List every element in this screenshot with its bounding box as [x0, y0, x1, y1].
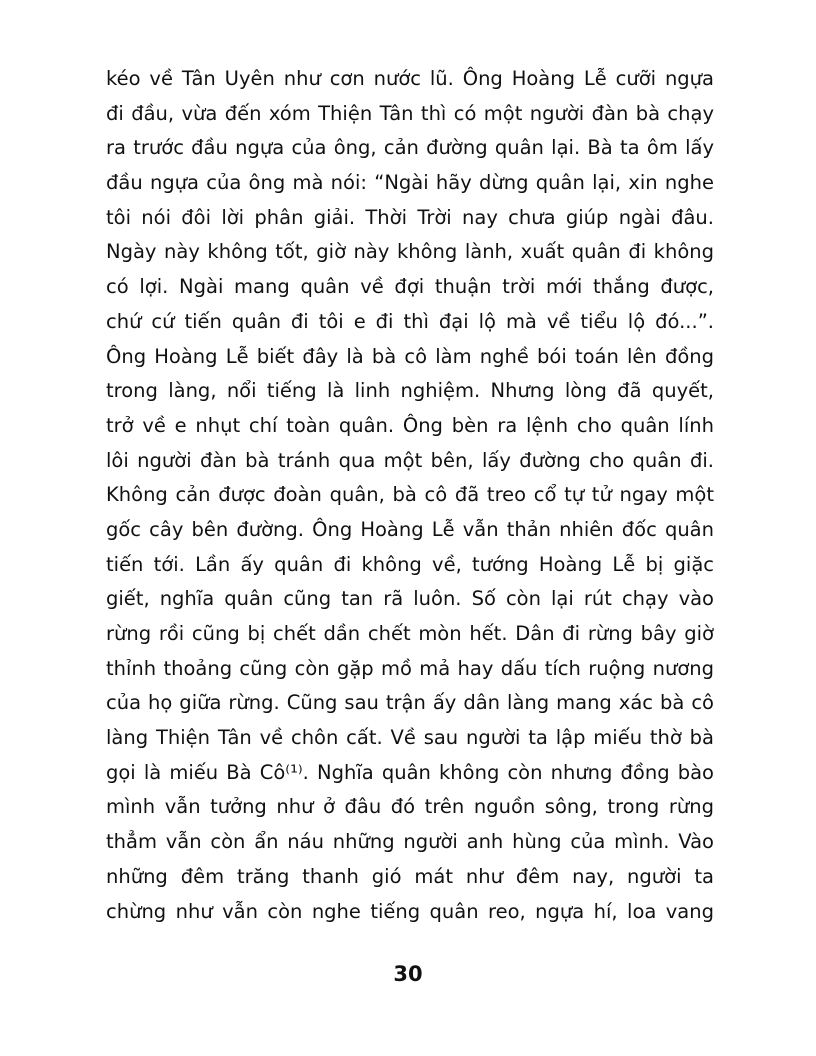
text-line: chứ cứ tiến quân đi tôi e đi thì đại lộ mà về tiểu lộ đó...”.: [106, 309, 714, 333]
text-line: những đêm trăng thanh gió mát như đêm nay, người ta: [106, 864, 714, 888]
text-line: ra trước đầu ngựa của ông, cản đường quân lại. Bà ta ôm lấy: [106, 136, 714, 160]
text-line: đầu ngựa của ông mà nói: “Ngài hãy dừng quân lại, xin nghe: [106, 171, 714, 195]
text-line: rừng rồi cũng bị chết dần chết mòn hết. Dân đi rừng bây giờ: [106, 622, 714, 645]
text-line: mình vẫn tưởng như ở đâu đó trên nguồn sông, trong rừng: [106, 795, 714, 819]
text-line: của họ giữa rừng. Cũng sau trận ấy dân làng mang xác bà cô: [106, 691, 714, 715]
text-line: trở về e nhụt chí toàn quân. Ông bèn ra lệnh cho quân lính: [106, 413, 714, 437]
body-text: [106, 62, 714, 929]
text-line: Ông Hoàng Lễ biết đây là bà cô làm nghề bói toán lên đồng: [106, 344, 714, 368]
text-line: trong làng, nổi tiếng là linh nghiệm. Nhưng lòng đã quyết,: [106, 379, 714, 403]
text-line: chừng như vẫn còn nghe tiếng quân reo, ngựa hí, loa vang: [106, 899, 714, 923]
text-line: tiến tới. Lần ấy quân đi không về, tướng Hoàng Lễ bị giặc: [106, 552, 714, 576]
text-line: gốc cây bên đường. Ông Hoàng Lễ vẫn thản nhiên đốc quân: [106, 517, 714, 541]
text-line: đi đầu, vừa đến xóm Thiện Tân thì có một người đàn bà chạy: [106, 101, 714, 125]
text-line: kéo về Tân Uyên như cơn nước lũ. Ông Hoàng Lễ cưỡi ngựa: [106, 67, 714, 90]
text-line: lôi người đàn bà tránh qua một bên, lấy đường cho quân đi.: [106, 448, 714, 472]
text-line: Không cản được đoàn quân, bà cô đã treo cổ tự tử ngay một: [106, 483, 714, 507]
text-line: tôi nói đôi lời phân giải. Thời Trời nay chưa giúp ngài đâu.: [106, 205, 714, 229]
text-line: giết, nghĩa quân cũng tan rã luôn. Số còn lại rút chạy vào: [106, 587, 714, 611]
page-number: 30: [393, 962, 423, 986]
text-line: làng Thiện Tân về chôn cất. Về sau người ta lập miếu thờ bà: [106, 726, 714, 750]
text-line: thỉnh thoảng cũng còn gặp mồ mả hay dấu tích ruộng nương: [106, 656, 714, 680]
text-line: có lợi. Ngài mang quân về đợi thuận trời mới thắng được,: [106, 275, 714, 299]
text-line: Ngày này không tốt, giờ này không lành, xuất quân đi không: [106, 240, 714, 264]
text-line: gọi là miếu Bà Cô⁽¹⁾. Nghĩa quân không còn nhưng đồng bào: [106, 760, 714, 784]
text-line: thẳm vẫn còn ẩn náu những người anh hùng của mình. Vào: [106, 830, 714, 854]
